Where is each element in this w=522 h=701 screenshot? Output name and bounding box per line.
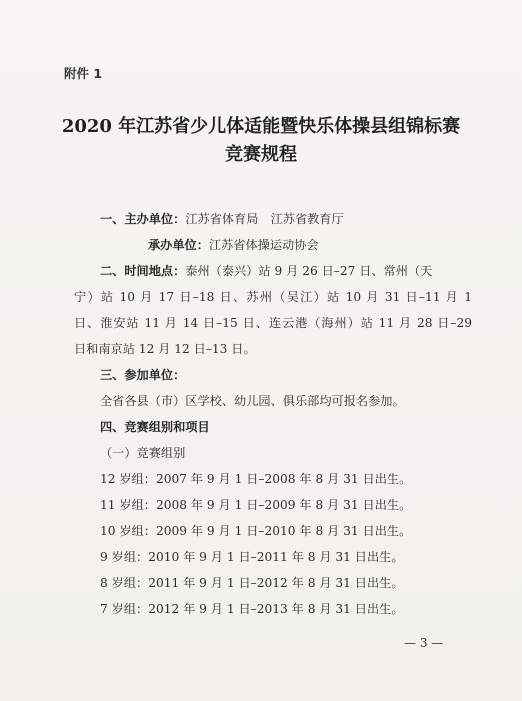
time-place-heading: 二、时间地点： — [100, 264, 186, 278]
age-group-12: 12 岁组：2007 年 9 月 1 日–2008 年 8 月 31 日出生。 — [100, 472, 412, 486]
age-group-7: 7 岁组：2012 年 9 月 1 日–2013 年 8 月 31 日出生。 — [100, 602, 404, 616]
co-organizer-heading: 承办单位： — [148, 238, 209, 252]
organizer-value: 江苏省体育局 江苏省教育厅 — [185, 212, 344, 226]
organizer-heading: 一、主办单位： — [100, 212, 186, 226]
time-place-line1: 泰州（泰兴）站 9 月 26 日–27 日、常州（天 — [185, 264, 433, 278]
age-group-9: 9 岁组：2010 年 9 月 1 日–2011 年 8 月 31 日出生。 — [100, 550, 404, 564]
participants-value: 全省各县（市）区学校、幼儿园、俱乐部均可报名参加。 — [100, 394, 405, 408]
age-group-10: 10 岁组：2009 年 9 月 1 日–2010 年 8 月 31 日出生。 — [100, 524, 412, 538]
co-organizer-value: 江苏省体操运动协会 — [208, 238, 319, 252]
organizer-row — [100, 210, 344, 227]
groups-subheading: （一）竞赛组别 — [100, 446, 186, 460]
document-title-line1: 2020 年江苏省少儿体适能暨快乐体操县组锦标赛 — [61, 116, 461, 137]
page-number: — 3 — — [404, 636, 444, 650]
document-title-line2: 竞赛规程 — [225, 144, 297, 165]
time-place-line3: 日、淮安站 11 月 14 日–15 日、连云港（海州）站 11 月 28 日–29 — [74, 316, 472, 330]
attachment-label: 附件 1 — [64, 66, 103, 81]
time-place-line4: 日和南京站 12 月 12 日–13 日。 — [74, 342, 256, 356]
participants-heading: 三、参加单位： — [100, 368, 186, 382]
co-organizer-row — [148, 236, 319, 253]
groups-heading: 四、竞赛组别和项目 — [100, 420, 210, 434]
time-place-line2: 宁）站 10 月 17 日–18 日、苏州（吴江）站 10 月 31 日–11 月 1 — [74, 290, 472, 304]
time-place-row — [100, 262, 472, 279]
age-group-11: 11 岁组：2008 年 9 月 1 日–2009 年 8 月 31 日出生。 — [100, 498, 412, 512]
age-group-8: 8 岁组：2011 年 9 月 1 日–2012 年 8 月 31 日出生。 — [100, 576, 404, 590]
